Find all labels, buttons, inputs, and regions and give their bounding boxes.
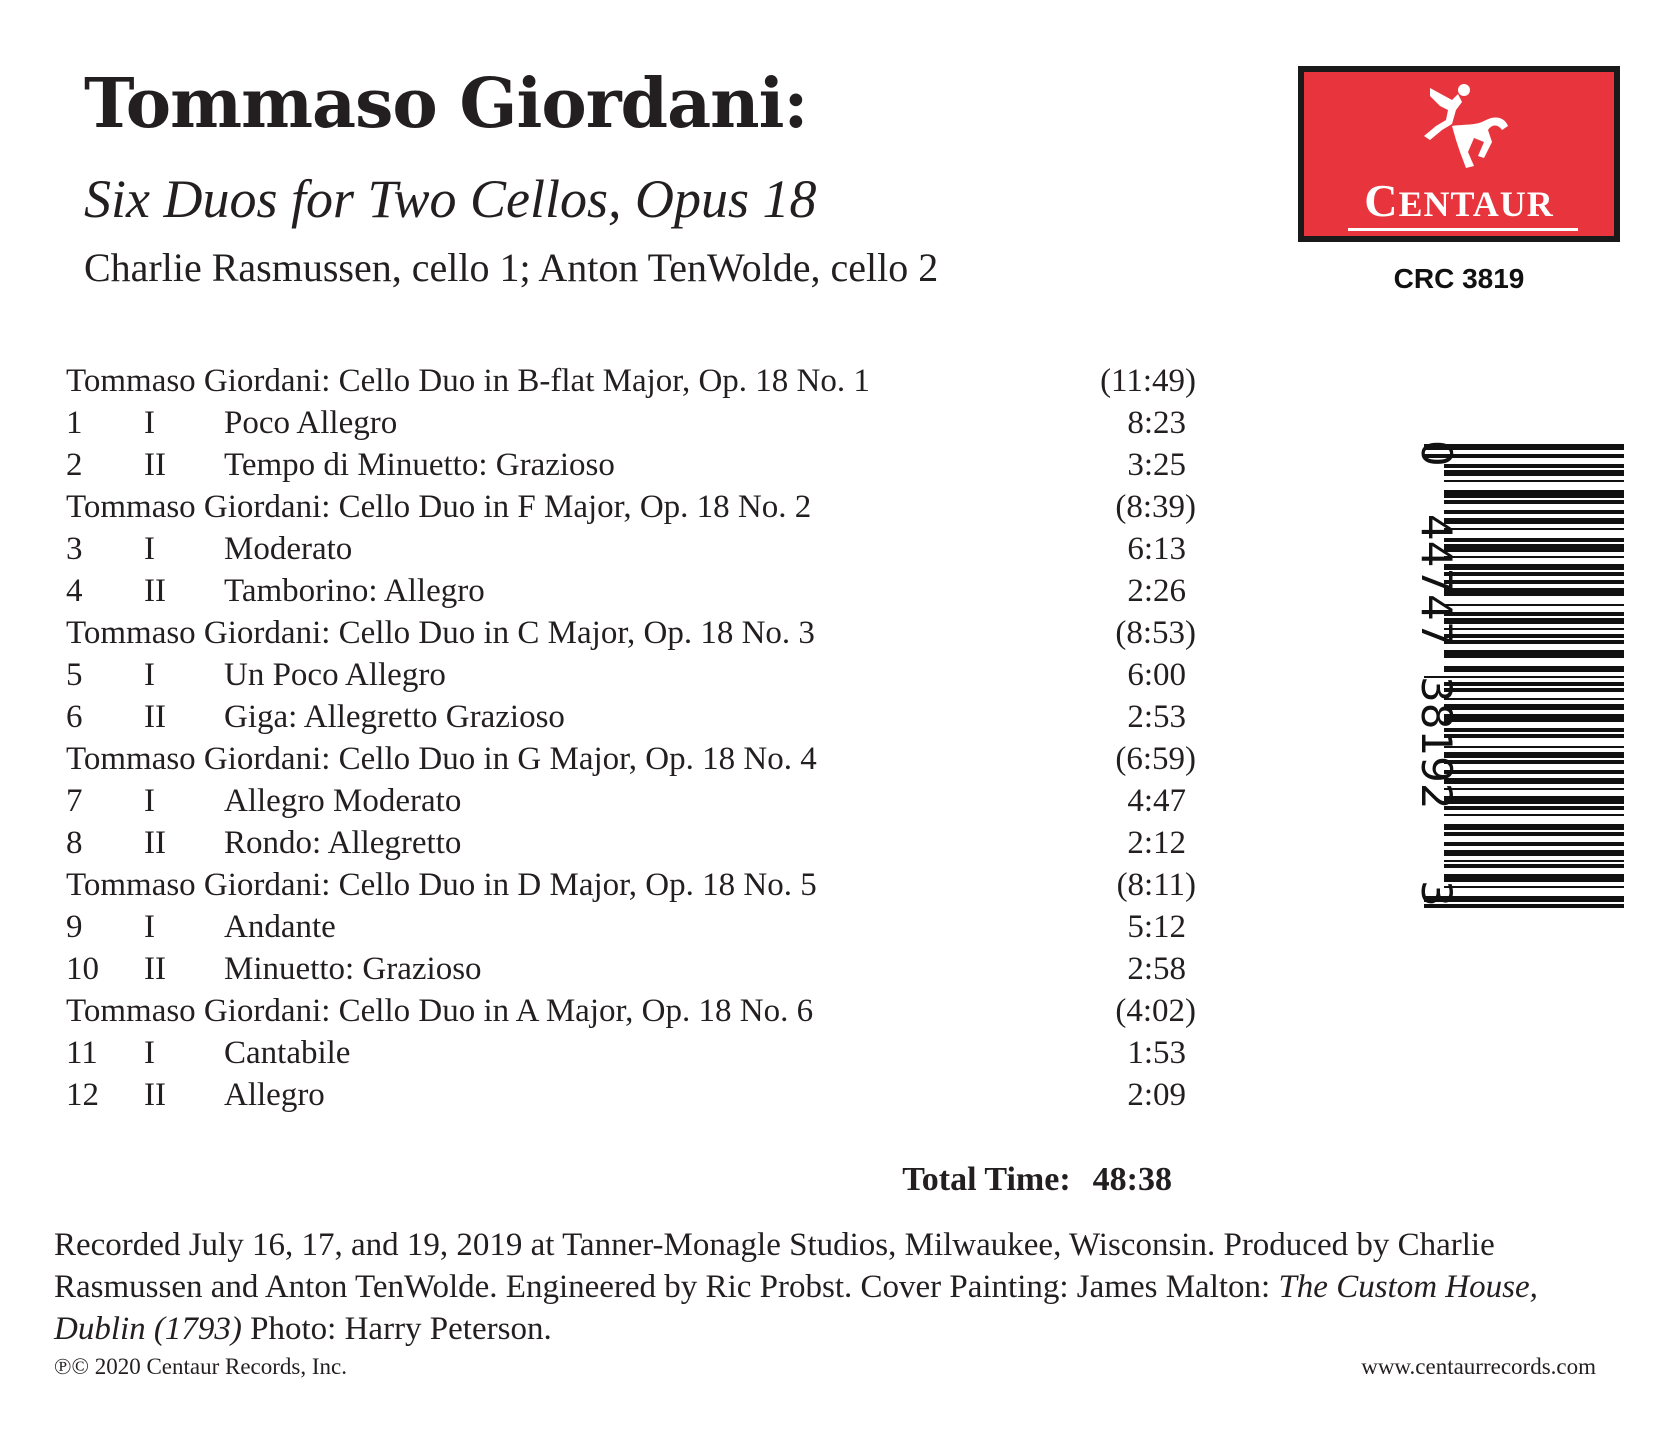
track-duration: 2:58 <box>1127 951 1186 987</box>
track-duration: 6:13 <box>1127 531 1186 567</box>
barcode-bar <box>1444 618 1624 624</box>
barcode-bar <box>1444 518 1624 524</box>
track-row <box>66 528 1196 570</box>
centaur-logo <box>1298 66 1620 242</box>
movement-number: II <box>144 951 166 987</box>
work-title: Tommaso Giordani: Cello Duo in B-flat Major, Op. 18 No. 1 <box>66 363 870 399</box>
barcode-bar <box>1444 634 1624 638</box>
track-number: 8 <box>66 825 83 861</box>
total-time-label: Total Time: <box>902 1161 1071 1198</box>
track-number: 12 <box>66 1077 99 1113</box>
work-heading-row <box>66 864 1196 906</box>
barcode-bar <box>1444 704 1624 710</box>
track-row <box>66 402 1196 444</box>
track-duration: 5:12 <box>1127 909 1186 945</box>
barcode-bar <box>1444 842 1624 846</box>
total-time <box>902 1160 1172 1200</box>
barcode-bar <box>1444 832 1624 836</box>
movement-title: Allegro <box>224 1077 325 1113</box>
movement-number: I <box>144 909 155 945</box>
work-title: Tommaso Giordani: Cello Duo in A Major, Op. 18 No. 6 <box>66 993 814 1029</box>
track-number: 11 <box>66 1035 98 1071</box>
barcode-bar <box>1444 770 1624 774</box>
logo-wordmark: CENTAUR <box>1364 175 1554 226</box>
movement-number: II <box>144 447 166 483</box>
barcode-bar <box>1444 734 1624 738</box>
movement-title: Tempo di Minuetto: Grazioso <box>224 447 615 483</box>
track-duration: 2:12 <box>1127 825 1186 861</box>
barcode-bar <box>1444 556 1624 558</box>
barcode-bar <box>1444 824 1624 830</box>
work-duration: (6:59) <box>1115 741 1196 777</box>
movement-title: Tamborino: Allegro <box>224 573 485 609</box>
track-number: 5 <box>66 657 83 693</box>
barcode-bar <box>1444 814 1624 816</box>
barcode-bar <box>1444 544 1624 552</box>
album-title: Tommaso Giordani: <box>84 64 808 144</box>
track-row <box>66 696 1196 738</box>
barcode-bar <box>1444 698 1624 700</box>
barcode-bar <box>1444 628 1624 630</box>
barcode-digit-group: 44747 <box>1412 514 1461 648</box>
work-heading-row <box>66 612 1196 654</box>
barcode-bar <box>1444 640 1624 644</box>
website-url: www.centaurrecords.com <box>1361 1354 1596 1379</box>
work-duration: (8:53) <box>1115 615 1196 651</box>
barcode-bar <box>1444 760 1624 764</box>
logo-underline <box>1348 228 1578 231</box>
movement-title: Rondo: Allegretto <box>224 825 462 861</box>
total-time-value: 48:38 <box>1092 1161 1172 1198</box>
work-duration: (8:11) <box>1116 867 1196 903</box>
track-duration: 1:53 <box>1127 1035 1186 1071</box>
track-duration: 2:26 <box>1127 573 1186 609</box>
track-row <box>66 780 1196 822</box>
logo-red-panel <box>1304 72 1614 236</box>
barcode-bar <box>1444 752 1624 758</box>
centaur-icon <box>1412 80 1512 176</box>
track-number: 6 <box>66 699 83 735</box>
barcode-bar <box>1444 650 1624 658</box>
photo-credit: Photo: Harry Peterson. <box>250 1311 552 1347</box>
barcode-bar <box>1444 864 1624 868</box>
work-duration: (11:49) <box>1100 363 1196 399</box>
movement-title: Giga: Allegretto Grazioso <box>224 699 565 735</box>
barcode-bar <box>1444 886 1624 888</box>
movement-number: I <box>144 783 155 819</box>
movement-title: Poco Allegro <box>224 405 398 441</box>
movement-title: Un Poco Allegro <box>224 657 446 693</box>
barcode-bar <box>1444 538 1624 542</box>
movement-number: II <box>144 573 166 609</box>
movement-title: Allegro Moderato <box>224 783 462 819</box>
barcode-bar <box>1444 778 1624 784</box>
performers-line: Charlie Rasmussen, cello 1; Anton TenWolde, cello 2 <box>84 245 939 290</box>
track-number: 1 <box>66 405 83 441</box>
track-duration: 8:23 <box>1127 405 1186 441</box>
barcode-bar <box>1444 728 1624 732</box>
track-row <box>66 906 1196 948</box>
barcode-bar <box>1444 874 1624 882</box>
barcode-bar <box>1444 806 1624 810</box>
track-number: 3 <box>66 531 83 567</box>
painting-title: The Custom House, Dublin (1793) <box>54 1269 1538 1347</box>
barcode-bar <box>1444 688 1624 692</box>
barcode-bar <box>1444 490 1624 498</box>
work-duration: (4:02) <box>1115 993 1196 1029</box>
barcode-bar <box>1444 510 1624 514</box>
copyright-notice: ℗© 2020 Centaur Records, Inc. <box>54 1354 347 1379</box>
catalog-number: CRC 3819 <box>1393 263 1525 294</box>
work-heading-row <box>66 360 1196 402</box>
track-duration: 6:00 <box>1127 657 1186 693</box>
work-heading-row <box>66 738 1196 780</box>
track-number: 2 <box>66 447 83 483</box>
track-number: 10 <box>66 951 99 987</box>
track-duration: 4:47 <box>1127 783 1186 819</box>
recording-credits <box>54 1224 1634 1350</box>
barcode-bar <box>1444 796 1624 804</box>
barcode-bar <box>1444 588 1624 596</box>
track-number: 4 <box>66 573 83 609</box>
movement-number: II <box>144 825 166 861</box>
barcode-bar <box>1444 714 1624 722</box>
track-duration: 3:25 <box>1127 447 1186 483</box>
barcode-digit-group: 38192 <box>1412 676 1461 810</box>
barcode-bar <box>1444 528 1624 530</box>
barcode-bar <box>1444 666 1624 672</box>
barcode-digit-group: 0 <box>1412 440 1461 467</box>
work-heading-row <box>66 990 1196 1032</box>
movement-number: II <box>144 1077 166 1113</box>
track-row <box>66 1074 1196 1116</box>
barcode-bar <box>1444 682 1624 686</box>
credits-text: Recorded July 16, 17, and 19, 2019 at Tanner-Monagle Studios, Milwaukee, Wisconsin. Produced by Charlie Rasmussen and Anton TenWolde. Engineered by Ric Probst. Cover Painting: James Malton: <box>54 1227 1495 1305</box>
barcode-bar <box>1444 746 1624 748</box>
movement-number: I <box>144 531 155 567</box>
track-row <box>66 948 1196 990</box>
track-duration: 2:53 <box>1127 699 1186 735</box>
work-title: Tommaso Giordani: Cello Duo in D Major, Op. 18 No. 5 <box>66 867 817 903</box>
movement-number: I <box>144 405 155 441</box>
barcode-digits <box>1412 440 1461 910</box>
movement-title: Minuetto: Grazioso <box>224 951 482 987</box>
track-row <box>66 444 1196 486</box>
barcode-bar <box>1444 788 1624 790</box>
track-row <box>66 654 1196 696</box>
barcode-bar <box>1444 470 1624 476</box>
barcode-bar <box>1444 564 1624 570</box>
barcode-bar <box>1444 860 1624 862</box>
track-row <box>66 570 1196 612</box>
work-title: Tommaso Giordani: Cello Duo in F Major, Op. 18 No. 2 <box>66 489 812 525</box>
barcode-digit-group: 3 <box>1412 880 1461 907</box>
work-heading-row <box>66 486 1196 528</box>
track-number: 9 <box>66 909 83 945</box>
track-duration: 2:09 <box>1127 1077 1186 1113</box>
album-subtitle: Six Duos for Two Cellos, Opus 18 <box>84 169 817 229</box>
barcode-bar <box>1444 500 1624 504</box>
barcode-bar <box>1444 850 1624 856</box>
track-number: 7 <box>66 783 83 819</box>
barcode-bar <box>1444 604 1624 606</box>
track-list <box>66 360 1196 1116</box>
movement-number: I <box>144 657 155 693</box>
movement-title: Cantabile <box>224 1035 351 1071</box>
movement-title: Andante <box>224 909 336 945</box>
work-title: Tommaso Giordani: Cello Duo in C Major, Op. 18 No. 3 <box>66 615 815 651</box>
track-row <box>66 1032 1196 1074</box>
barcode-bar <box>1444 612 1624 616</box>
work-duration: (8:39) <box>1115 489 1196 525</box>
movement-number: I <box>144 1035 155 1071</box>
movement-title: Moderato <box>224 531 353 567</box>
work-title: Tommaso Giordani: Cello Duo in G Major, Op. 18 No. 4 <box>66 741 817 777</box>
barcode-bar <box>1444 464 1624 468</box>
movement-number: II <box>144 699 166 735</box>
barcode-bar <box>1444 480 1624 482</box>
barcode-bar <box>1444 572 1624 576</box>
track-row <box>66 822 1196 864</box>
barcode-bar <box>1444 580 1624 584</box>
